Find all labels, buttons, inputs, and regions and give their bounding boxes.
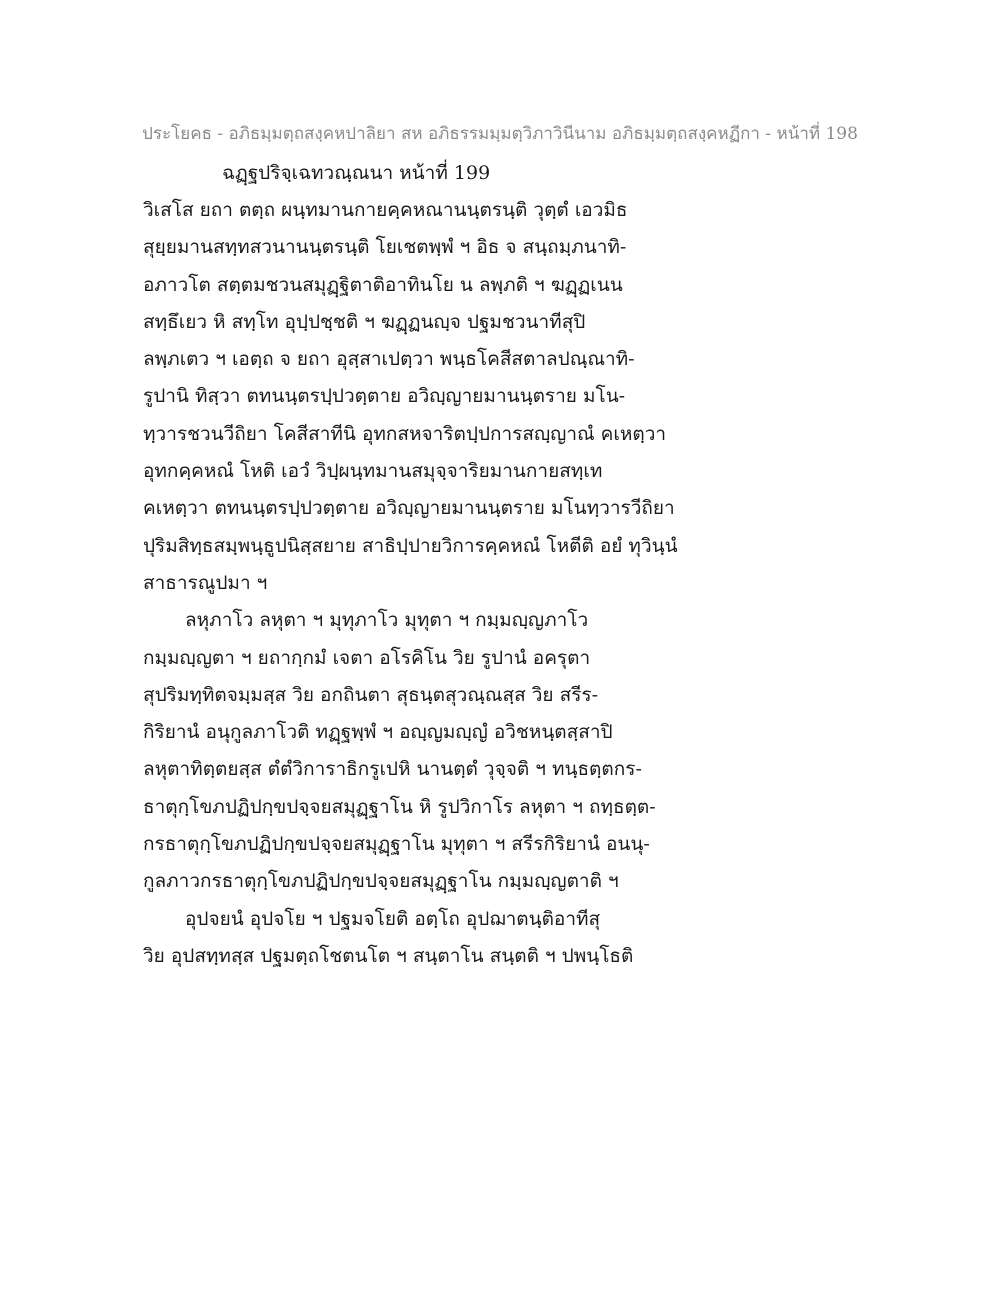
paragraph-first-line: ลหุภาโว ลหุตา ฯ มุทุภาโว มุทุตา ฯ กมฺมญฺญภาโว	[185, 609, 589, 632]
text-line: อภาวโต สตฺตมชวนสมุฏฺฐิตาติอาทินโย น ลพฺภติ ฯ ฆฏฺฏเนน	[143, 273, 623, 296]
running-header: ประโยคธ - อภิธมฺมตฺถสงฺคหปาลิยา สห อภิธรรมมฺมตฺวิภาวินีนาม อภิธมฺมตฺถสงฺคหฏีกา - หน้าที่ 198	[142, 124, 858, 144]
text-line: วิเสโส ยถา ตตฺถ ผนฺทมานกายคฺคหณานนฺตรนฺติ วุตฺตํ เอวมิธ	[143, 199, 628, 221]
paragraph-first-line: อุปจยนํ อุปจโย ฯ ปฐมจโยติ อตฺโถ อุปฌาตนฺติอาทีสุ	[185, 907, 601, 930]
text-line: รูปานิ ทิสฺวา ตทนนฺตรปฺปวตฺตาย อวิญฺญายมานนฺตราย มโน-	[143, 385, 626, 408]
text-line: ลพฺภเตว ฯ เอตฺถ จ ยถา อุสฺสาเปตฺวา พนฺธโคสีสตาลปณฺณาทิ-	[143, 348, 635, 371]
text-line: กรธาตุกฺโขภปฏิปกฺขปจฺจยสมุฏฺฐาโน มุทุตา ฯ สรีรกิริยานํ อนนุ-	[143, 833, 650, 856]
text-line: กิริยานํ อนุกูลภาโวติ ทฏฺฐพฺพํ ฯ อญฺญมญฺญํ อวิชหนฺตสฺสาปิ	[143, 721, 613, 744]
body-text	[143, 192, 843, 975]
text-line: อุทกคฺคหณํ โหติ เอวํ วิปฺผนฺทมานสมุจฺจาริยมานกายสทฺเท	[143, 460, 603, 483]
text-line: สุยฺยมานสทฺทสวนานนฺตรนฺติ โยเชตพฺพํ ฯ อิธ จ สนฺถมฺภนาทิ-	[143, 236, 627, 259]
text-line: คเหตฺวา ตทนนฺตรปฺปวตฺตาย อวิญฺญายมานนฺตราย มโนทฺวารวีถิยา	[143, 497, 675, 520]
text-line: สุปริมทฺทิตจมฺมสฺส วิย อกถินตา สุธนฺตสุวณฺณสฺส วิย สรีร-	[143, 683, 599, 706]
text-line: สาธารณูปมา ฯ	[143, 571, 268, 594]
text-line: ทฺวารชวนวีถิยา โคสีสาทีนิ อุทกสหจาริตปฺปการสญฺญาณํ คเหตฺวา	[143, 422, 667, 445]
text-line: สทฺธึเยว หิ สทฺโท อุปฺปชฺชติ ฯ ฆฏฺฏนญฺจ ปฐมชวนาทีสุปิ	[143, 310, 586, 333]
text-line: วิย อุปสทฺทสฺส ปฐมตฺถโชตนโต ฯ สนฺตาโน สนฺตติ ฯ ปพนฺโธติ	[143, 944, 634, 967]
text-line: กมฺมญฺญตา ฯ ยถากฺกมํ เจตา อโรคิโน วิย รูปานํ อครุตา	[143, 646, 591, 669]
text-line: ธาตุกฺโขภปฏิปกฺขปจฺจยสมุฏฺฐาโน หิ รูปวิกาโร ลหุตา ฯ ถทฺธตฺต-	[143, 795, 656, 818]
text-line: ปุริมสิทฺธสมฺพนฺธูปนิสฺสยาย สาธิปฺปายวิการคฺคหณํ โหตีติ อยํ ทุวินฺนํ	[143, 534, 678, 557]
section-heading: ฉฏฺฐปริจฺเฉทวณฺณนา หน้าที่ 199	[222, 162, 491, 184]
text-line: ลหุตาทิตฺตยสฺส ตํตํวิการาธิกรูเปหิ นานตฺตํ วุจฺจติ ฯ ทนฺธตฺตกร-	[143, 758, 642, 781]
text-line: กูลภาวกรธาตุกฺโขภปฏิปกฺขปจฺจยสมุฏฺฐาโน กมฺมญฺญตาติ ฯ	[143, 870, 619, 893]
